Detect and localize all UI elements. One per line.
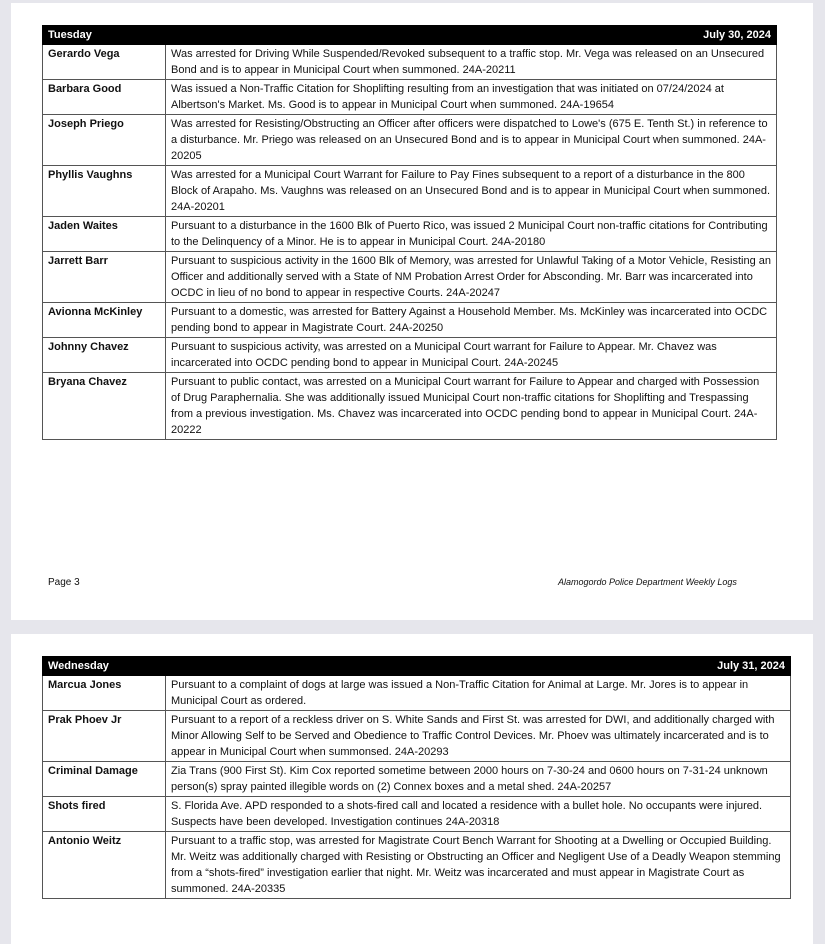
table-header-row (43, 657, 791, 676)
log-row-name: Bryana Chavez (43, 373, 166, 440)
document-page-4 (11, 634, 813, 944)
log-row (43, 373, 777, 440)
log-table-tuesday (42, 25, 777, 440)
log-row-name: Barbara Good (43, 80, 166, 115)
log-row (43, 832, 791, 899)
log-row (43, 797, 791, 832)
day-heading: Wednesday (43, 657, 166, 676)
footer-title: Alamogordo Police Department Weekly Logs (558, 577, 737, 587)
log-row-description: Pursuant to suspicious activity, was arrested on a Municipal Court warrant for Failure to Appear. Mr. Chavez was incarcerated into OCDC pending bond to appear in Municipal Court. 24A-20245 (166, 338, 777, 373)
log-row-description: Was arrested for Resisting/Obstructing an Officer after officers were dispatched to Lowe's (675 E. Tenth St.) in reference to a disturbance. Mr. Priego was released on an Unsecured Bond and is to appear in Municipal Court when summoned. 24A-20205 (166, 115, 777, 166)
log-row-description: Was arrested for a Municipal Court Warrant for Failure to Pay Fines subsequent to a report of a disturbance in the 800 Block of Arapaho. Ms. Vaughns was released on an Unsecured Bond and is to appear in Municipal Court when summoned. 24A-20201 (166, 166, 777, 217)
log-row-description: Pursuant to a report of a reckless driver on S. White Sands and First St. was arrested for DWI, and additionally charged with Minor Allowing Self to be Served and Obedience to Traffic Control Devices. Mr. Phoev was ultimately incarcerated and is to appear in Municipal Court when summonsed. 24A-20293 (166, 711, 791, 762)
log-row (43, 80, 777, 115)
log-row (43, 762, 791, 797)
log-row (43, 338, 777, 373)
date-heading: July 31, 2024 (166, 657, 791, 676)
log-row-name: Phyllis Vaughns (43, 166, 166, 217)
log-row (43, 676, 791, 711)
log-row (43, 45, 777, 80)
log-row-name: Antonio Weitz (43, 832, 166, 899)
table-header-row (43, 26, 777, 45)
log-row-description: Zia Trans (900 First St). Kim Cox reported sometime between 2000 hours on 7-30-24 and 0600 hours on 7-31-24 unknown person(s) spray painted illegible words on (2) Connex boxes and a metal shed. 24A-20257 (166, 762, 791, 797)
log-row (43, 115, 777, 166)
document-page-3 (11, 3, 813, 620)
log-row-description: Pursuant to a domestic, was arrested for Battery Against a Household Member. Ms. McKinley was incarcerated into OCDC pending bond to appear in Magistrate Court. 24A-20250 (166, 303, 777, 338)
log-row-description: Pursuant to a traffic stop, was arrested for Magistrate Court Bench Warrant for Shooting at a Dwelling or Occupied Building. Mr. Weitz was additionally charged with Resisting or Obstructing an Officer and Negligent Use of a Deadly Weapon stemming from a “shots-fired” investigation earlier that night. Mr. Weitz was incarcerated and must appear in Magistrate Court as summoned. 24A-20335 (166, 832, 791, 899)
page-number: Page 3 (48, 577, 80, 588)
log-table-wednesday (42, 656, 791, 899)
log-row-name: Jarrett Barr (43, 252, 166, 303)
log-row-description: Pursuant to a disturbance in the 1600 Blk of Puerto Rico, was issued 2 Municipal Court non-traffic citations for Contributing to the Delinquency of a Minor. He is to appear in Municipal Court. 24A-20180 (166, 217, 777, 252)
log-row (43, 711, 791, 762)
date-heading: July 30, 2024 (166, 26, 777, 45)
log-row (43, 166, 777, 217)
day-heading: Tuesday (43, 26, 166, 45)
log-row-name: Shots fired (43, 797, 166, 832)
log-row-name: Johnny Chavez (43, 338, 166, 373)
log-row (43, 217, 777, 252)
log-row-name: Avionna McKinley (43, 303, 166, 338)
log-row-description: Was arrested for Driving While Suspended/Revoked subsequent to a traffic stop. Mr. Vega was released on an Unsecured Bond and is to appear in Municipal Court when summoned. 24A-20211 (166, 45, 777, 80)
log-row-description: Was issued a Non-Traffic Citation for Shoplifting resulting from an investigation that was initiated on 07/24/2024 at Albertson's Market. Ms. Good is to appear in Municipal Court when summoned. 24A-19654 (166, 80, 777, 115)
log-row (43, 303, 777, 338)
log-row-name: Joseph Priego (43, 115, 166, 166)
log-row (43, 252, 777, 303)
log-row-name: Criminal Damage (43, 762, 166, 797)
log-row-description: Pursuant to a complaint of dogs at large was issued a Non-Traffic Citation for Animal at Large. Mr. Jores is to appear in Municipal Court as ordered. (166, 676, 791, 711)
log-row-name: Gerardo Vega (43, 45, 166, 80)
log-row-description: Pursuant to suspicious activity in the 1600 Blk of Memory, was arrested for Unlawful Taking of a Motor Vehicle, Resisting an Officer and additionally served with a State of NM Probation Arrest Order for Absconding. Mr. Barr was incarcerated into OCDC in lieu of no bond to appear in respective Courts. 24A-20247 (166, 252, 777, 303)
log-row-name: Prak Phoev Jr (43, 711, 166, 762)
log-row-description: S. Florida Ave. APD responded to a shots-fired call and located a residence with a bullet hole. No occupants were injured. Suspects have been developed. Investigation continues 24A-20318 (166, 797, 791, 832)
log-row-description: Pursuant to public contact, was arrested on a Municipal Court warrant for Failure to Appear and charged with Possession of Drug Paraphernalia. She was additionally issued Municipal Court non-traffic citations for Shoplifting and Trespassing from a previous investigation. Ms. Chavez was incarcerated into OCDC pending bond to appear in Municipal Court. 24A-20222 (166, 373, 777, 440)
log-row-name: Jaden Waites (43, 217, 166, 252)
log-row-name: Marcua Jones (43, 676, 166, 711)
